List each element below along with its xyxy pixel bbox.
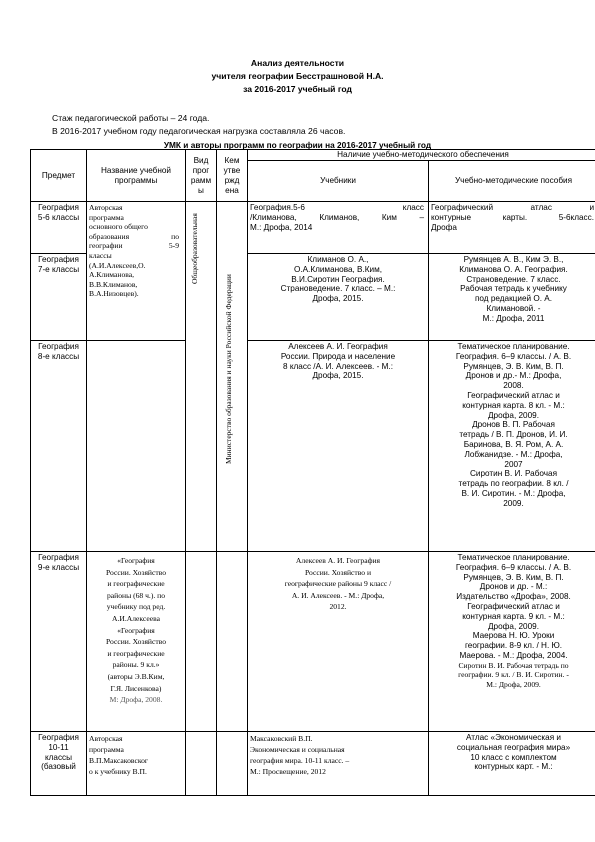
textbook-line: Климанов О. А.,: [307, 255, 369, 264]
header-program-type: Вид прог рамм ы: [186, 150, 217, 202]
umk-table: [30, 149, 595, 796]
manual-line: М.: Дрофа, 2011: [482, 313, 545, 323]
program-cell-empty: [87, 341, 186, 552]
manuals-cell: [429, 254, 595, 341]
manual-line: Дрофа, 2009.: [488, 410, 539, 420]
program-line: Авторская: [89, 203, 123, 212]
textbook-line: Экономическая и социальная: [250, 745, 345, 754]
program-line: России. Хозяйство: [105, 637, 167, 647]
program-line: (авторы Э.В.Ким,: [107, 671, 165, 681]
subject-cell: [31, 202, 87, 254]
manual-line: География. 6–9 классы. / А. В.: [455, 351, 572, 361]
header-approved-by: Кем утве ржд ена: [217, 150, 248, 202]
manual-line: 2008.: [503, 381, 524, 391]
subject-level: (базовый: [41, 762, 76, 772]
manual-line: контурная карта. 9 кл. - М.:: [462, 611, 565, 621]
program-type-vertical: Общеобразовательная: [190, 213, 199, 284]
subject-name: География: [38, 553, 79, 562]
program-type-cell-empty: [186, 552, 217, 732]
textbook-line: В.И.Сиротин География.: [291, 274, 385, 284]
manual-line: тетрадь / В. П. Дронов, И. И.: [459, 430, 568, 440]
manual-line: Румянцев, Э. В. Ким, В. П.: [463, 572, 564, 582]
subject-grades: 5-6 классы: [37, 212, 80, 222]
program-line: «География: [117, 625, 155, 635]
umk-title: УМК и авторы программ по географии на 2016-2017 учебный год: [163, 140, 432, 150]
program-line: В.П.Максаковског: [89, 756, 149, 765]
manual-line: Издательство «Дрофа», 2008.: [456, 592, 571, 602]
manual-line: Дрофа, 2009.: [488, 621, 539, 631]
subject-grades: 7-е классы: [37, 264, 80, 274]
manual-line: Маерова. - М.: Дрофа, 2004.: [459, 650, 568, 660]
manual-line: тетрадь по географии. 8 кл. /: [458, 479, 569, 489]
program-cell: [87, 732, 186, 796]
program-line: В.В.Климанов,: [89, 279, 138, 289]
subject-grades: 8-е классы: [37, 351, 80, 361]
manual-line: Атлас «Экономическая и: [466, 733, 562, 742]
textbooks-cell: [248, 341, 429, 552]
doc-title-line1: Анализ деятельности: [250, 58, 345, 68]
approved-by-vertical: Министерство образования и науки Российской Федерации: [224, 274, 233, 464]
manuals-cell: [429, 202, 595, 254]
textbook-line: Дрофа, 2015.: [312, 294, 364, 304]
program-line: и географические: [107, 648, 165, 658]
subject-cell: [31, 254, 87, 341]
approved-by-cell: [217, 202, 248, 552]
program-line: районы. 9 кл.»: [112, 660, 160, 670]
textbook-line: /Климанова, Климанов, Ким –: [250, 212, 424, 222]
manual-line: В. И. Сиротин. - М.: Дрофа,: [461, 488, 566, 498]
manual-line: контурных карт. - М.:: [474, 762, 553, 772]
doc-title-line2: учителя географии Бесстрашновой Н.А.: [211, 71, 384, 81]
program-line: России. Хозяйство: [105, 567, 167, 577]
header-subject: Предмет: [31, 150, 87, 202]
textbook-line: Страноведение. 7 класс. – М.:: [280, 284, 396, 294]
manual-line: Баринова, В. Я. Ром, А. А.: [463, 439, 564, 449]
textbook-line: А. И. Алексеев. - М.: Дрофа,: [291, 590, 385, 600]
manual-line: Румянцев А. В., Ким Э. В.,: [463, 255, 564, 264]
manual-line: География. 6–9 классы. / А. В.: [455, 562, 572, 572]
manual-line: географии. 8-9 кл. / Н. Ю.: [464, 641, 563, 651]
manuals-cell: [429, 732, 595, 796]
program-line: Г.Я. Лисенкова): [110, 683, 162, 693]
program-cell: [87, 202, 186, 341]
subject-name: География: [38, 342, 79, 351]
textbook-line: М.: Просвещение, 2012: [250, 767, 326, 776]
program-line: программа: [89, 212, 124, 222]
textbook-line: Дрофа, 2015.: [312, 371, 364, 381]
manual-line: 10 класс с комплектом: [470, 752, 557, 762]
program-line: и географические: [107, 579, 165, 589]
manual-line: Румянцев, Э. В. Ким, В. П.: [463, 361, 564, 371]
manual-line: Тематическое планирование.: [457, 342, 570, 351]
textbooks-cell: [248, 732, 429, 796]
subject-name: География: [38, 203, 79, 212]
manuals-cell: [429, 341, 595, 552]
manual-line: Географический атлас и: [431, 203, 595, 212]
manual-line: 2007: [504, 459, 523, 469]
program-line: программа: [89, 745, 124, 754]
textbook-line: 2012.: [329, 602, 347, 612]
textbook-line: 8 класс /А. И. Алексеев. - М.:: [283, 361, 393, 371]
program-line: образования по: [89, 231, 179, 241]
textbooks-cell: [248, 202, 429, 254]
manual-line: М.: Дрофа, 2009.: [486, 679, 541, 689]
textbook-line: России. Природа и население: [280, 351, 396, 361]
textbook-line: М.: Дрофа, 2014: [250, 222, 313, 232]
textbook-line: география мира. 10-11 класс. –: [250, 756, 350, 765]
subject-cell: [31, 341, 87, 552]
header-manuals: Учебно-методические пособия: [429, 161, 595, 202]
textbook-line: Максаковский В.П.: [250, 734, 313, 743]
manual-line: географии. 9 кл. / В. И. Сиротин. -: [458, 670, 569, 680]
textbook-line: География.5-6 класс: [250, 203, 424, 212]
subject-grades: 10-11: [48, 742, 69, 752]
manual-line: Маерова Н. Ю. Уроки: [472, 631, 555, 641]
program-cell: [87, 552, 186, 732]
manual-line: Страноведение. 7 класс.: [466, 274, 561, 284]
manual-line: Дронов и др.- М.: Дрофа,: [465, 371, 562, 381]
approved-by-cell-empty: [217, 732, 248, 796]
manual-line: под редакцией О. А.: [474, 294, 553, 304]
manual-line: Лобжанидзе. - М.: Дрофа,: [464, 449, 563, 459]
table-row: [31, 552, 595, 732]
subject-cell: [31, 732, 87, 796]
program-type-cell: [186, 202, 217, 552]
manual-line: Географический атлас и: [467, 390, 560, 400]
table-row: [31, 202, 595, 254]
subject-cell: [31, 552, 87, 732]
textbook-line: Алексеев А. И. География: [288, 342, 388, 351]
program-line: классы: [89, 250, 112, 260]
manual-line: Сиротин В. И. Рабочая: [469, 469, 558, 479]
manual-line: Климанова О. А. География.: [459, 264, 568, 274]
manual-line: Дрофа: [431, 222, 457, 232]
program-line: районы (68 ч.). по: [106, 590, 166, 600]
textbook-line: Алексеев А. И. География: [295, 556, 381, 565]
program-line: учебнику под ред.: [106, 602, 166, 612]
doc-title-line3: за 2016-2017 учебный год: [243, 84, 352, 94]
program-line: В.А.Низовцев).: [89, 289, 139, 299]
manual-line: Дронов В. П. Рабочая: [472, 420, 555, 430]
program-type-cell-empty: [186, 732, 217, 796]
program-line: «География: [117, 556, 155, 565]
textbooks-cell: [248, 552, 429, 732]
manual-line: Климановой. -: [486, 303, 541, 313]
manual-line: Дронов и др. - М.:: [479, 582, 548, 592]
textbook-line: О.А.Климанова, В.Ким,: [293, 264, 383, 274]
load-text: В 2016-2017 учебном году педагогическая нагрузка составляла 26 часов.: [52, 126, 346, 136]
program-line: географии 5-9: [89, 241, 179, 251]
textbooks-cell: [248, 254, 429, 341]
table-row: [31, 732, 595, 796]
header-textbooks: Учебники: [248, 161, 429, 202]
manual-line: Географический атлас и: [467, 601, 560, 611]
header-support: Наличие учебно-методического обеспечения: [248, 150, 595, 161]
subject-grades: классы: [44, 752, 73, 762]
program-line: о к учебнику В.П.: [89, 767, 147, 776]
manual-line: Тематическое планирование.: [457, 553, 570, 562]
program-line: (А.И.Алексеев,О.: [89, 260, 146, 270]
table-row: [31, 341, 595, 552]
subject-name: География: [38, 255, 79, 264]
experience-text: Стаж педагогической работы – 24 года.: [52, 113, 210, 123]
table-header-row-top: [31, 150, 595, 161]
manual-line: контурные карты. 5-6класс.: [431, 212, 595, 222]
textbook-line: России. Хозяйство и: [304, 567, 372, 577]
manuals-cell: [429, 552, 595, 732]
program-line: А.И.Алексеева: [112, 613, 160, 623]
manual-line: социальная география мира»: [456, 742, 571, 752]
program-line: А.Климанова,: [89, 270, 135, 280]
header-program-name: Название учебной программы: [87, 150, 186, 202]
subject-grades: 9-е классы: [37, 562, 80, 572]
manual-line: контурная карта. 8 кл. - М.:: [462, 400, 565, 410]
subject-name: География: [38, 733, 79, 742]
manual-line: Сиротин В. И. Рабочая тетрадь по: [458, 660, 569, 670]
program-line: Авторская: [89, 734, 123, 743]
program-line: М: Дрофа, 2008.: [109, 695, 163, 705]
manual-line: Рабочая тетрадь к учебнику: [460, 284, 567, 294]
textbook-line: географические районы 9 класс /: [284, 579, 392, 589]
program-line: основного общего: [89, 222, 148, 232]
manual-line: 2009.: [503, 498, 524, 508]
approved-by-cell-empty: [217, 552, 248, 732]
